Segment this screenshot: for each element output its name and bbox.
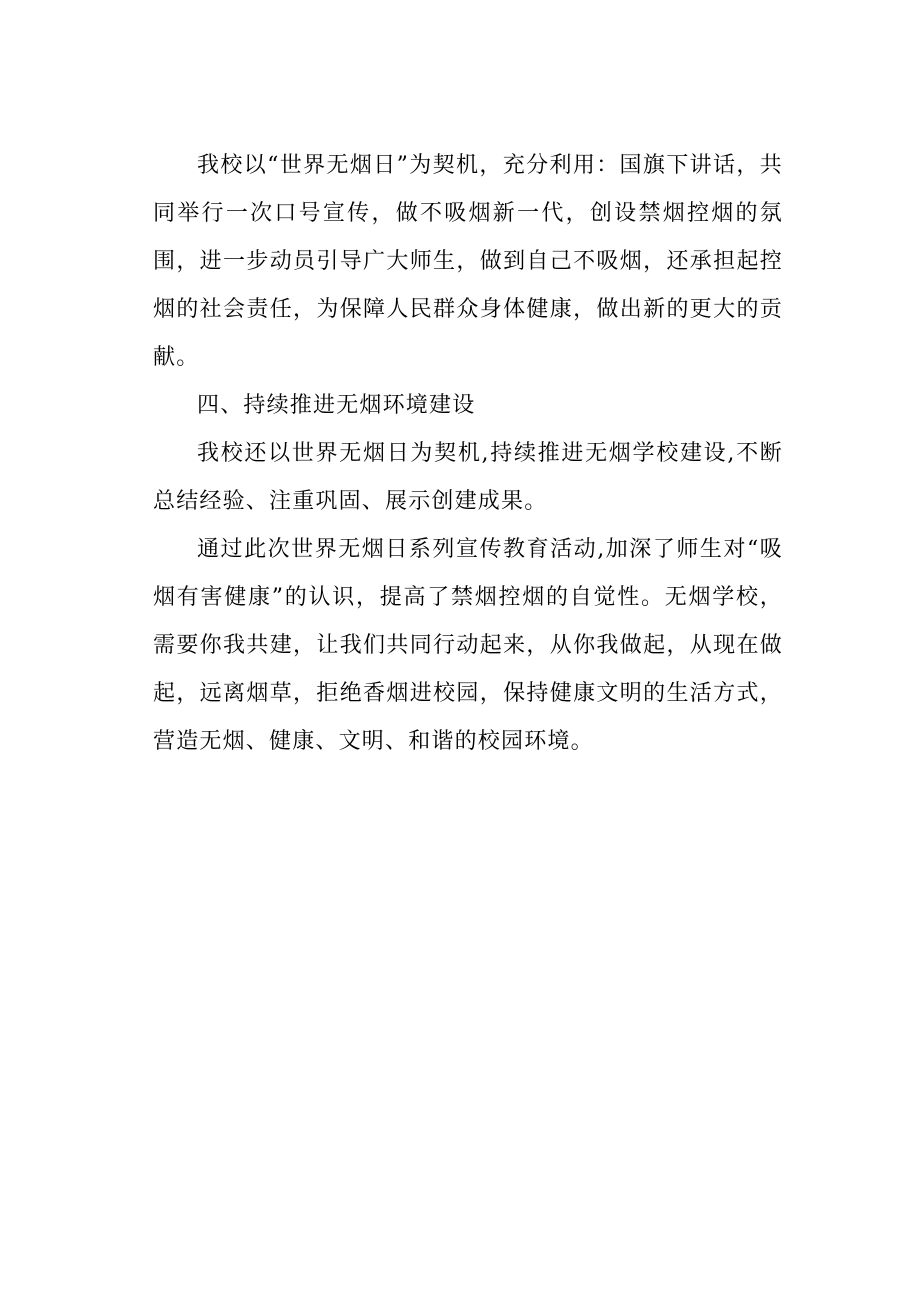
document-body [153,142,783,766]
section-heading-four: 四、持续推进无烟环境建设 [197,393,476,418]
paragraph-smoke-free-day-activity: 我校以“世界无烟日”为契机，充分利用：国旗下讲话，共同举行一次口号宣传，做不吸烟新一代，创设禁烟控烟的氛围，进一步动员引导广大师生，做到自己不吸烟，还承担起控烟的社会责任，为保障人民群众身体健康，做出新的更大的贡献。 [153,153,783,370]
paragraph-smoke-free-school: 我校还以世界无烟日为契机,持续推进无烟学校建设,不断总结经验、注重巩固、展示创建成果。 [153,441,783,514]
paragraph-conclusion: 通过此次世界无烟日系列宣传教育活动,加深了师生对“吸烟有害健康”的认识，提高了禁烟控烟的自觉性。无烟学校，需要你我共建，让我们共同行动起来，从你我做起，从现在做起，远离烟草，拒绝香烟进校园，保持健康文明的生活方式，营造无烟、健康、文明、和谐的校园环境。 [153,537,783,754]
